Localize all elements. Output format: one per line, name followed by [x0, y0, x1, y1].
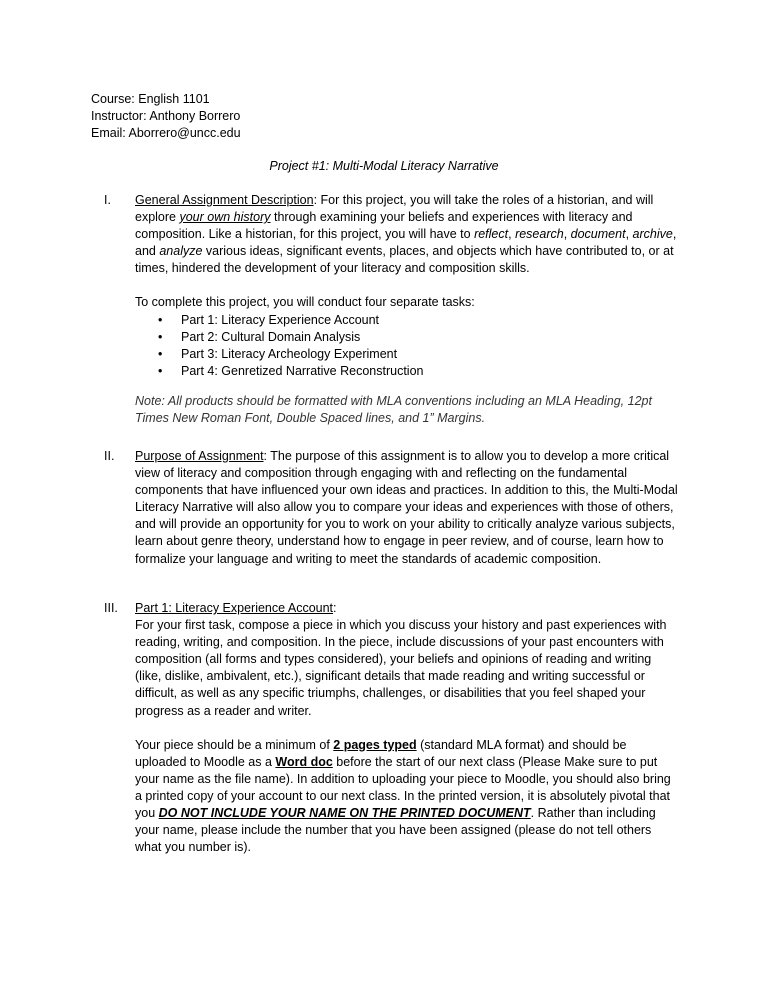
- bullet-icon: •: [158, 329, 163, 344]
- list-item: [135, 312, 680, 329]
- heading-colon: :: [333, 601, 337, 615]
- section-content: [135, 192, 680, 427]
- bullet-icon: •: [158, 346, 163, 361]
- general-description-paragraph: [135, 192, 680, 277]
- part1-heading-line: [135, 600, 680, 617]
- verb-document: document: [570, 227, 626, 242]
- separator: ,: [625, 227, 633, 242]
- separator: ,: [508, 227, 516, 242]
- text-run: For this project, you will take the roles of a historian, and will explore: [135, 193, 654, 225]
- verb-research: research: [515, 227, 564, 242]
- emphasis-page-count: 2 pages typed: [333, 737, 417, 752]
- bullet-icon: •: [158, 363, 163, 378]
- formatting-note: Note: All products should be formatted with MLA conventions including an MLA Heading, 12pt Times New Roman Font, Double Spaced lines, and 1” Margins.: [135, 393, 652, 426]
- section-heading: General Assignment Description: [135, 193, 314, 207]
- warning-no-name: DO NOT INCLUDE YOUR NAME ON THE PRINTED DOCUMENT: [158, 806, 531, 821]
- text-run: (standard MLA format) and should be uploaded to Moodle as a: [135, 737, 627, 769]
- text-run: before the start of our next class (Please Make sure to put your name as the file name). In addition to uploading your piece to Moodle, you should also bring a printed copy of your account to our next class. In the printed version, it is absolutely pivotal that you: [135, 754, 671, 821]
- section-heading: Purpose of Assignment: [135, 449, 264, 463]
- task-list: [135, 312, 680, 380]
- text-run: The purpose of this assignment is to allow you to develop a more critical view of literacy and composition through engaging with and reflecting on the fundamental components that have influenced your own ideas and practices. In addition to this, the Multi-Modal Literacy Narrative will also allow you to compare your ideas and experiences with those of others, and will provide an opportunity for you to work on your ability to critically analyze various subjects, learn about genre theory, understand how to engage in peer review, and of course, learn how to formalize your language and writing to meet the standards of academic composition.: [135, 449, 678, 566]
- instructor-line: Instructor: Anthony Borrero: [91, 109, 241, 124]
- text-run: various ideas, significant events, places, and objects which have contributed to, or at times, hindered the development of your literacy and composition skills.: [135, 244, 674, 276]
- tasks-intro: To complete this project, you will conduct four separate tasks:: [135, 295, 475, 310]
- purpose-paragraph: [135, 448, 680, 568]
- project-title: Project #1: Multi-Modal Literacy Narrative: [269, 159, 499, 173]
- separator: ,: [563, 227, 571, 242]
- heading-colon: :: [313, 193, 318, 207]
- task-label: Part 3: Literacy Archeology Experiment: [181, 346, 398, 361]
- section-content: [135, 600, 680, 856]
- list-item: [135, 329, 680, 346]
- bullet-icon: •: [158, 312, 163, 327]
- verb-archive: archive: [632, 227, 673, 242]
- emphasis-word-doc: Word doc: [275, 754, 333, 769]
- separator: , and: [135, 227, 677, 259]
- part1-requirements-paragraph: [135, 737, 680, 857]
- text-run: Your piece should be a minimum of: [135, 737, 334, 752]
- course-line: Course: English 1101: [91, 92, 210, 106]
- section-numeral: II.: [104, 449, 115, 463]
- text-run: through examining your beliefs and experiences with literacy and composition. Like a historian, for this project, you will have to: [135, 210, 633, 242]
- verb-reflect: reflect: [474, 227, 509, 242]
- heading-colon: :: [263, 449, 268, 463]
- task-label: Part 4: Genretized Narrative Reconstruction: [181, 363, 424, 378]
- email-line: Email: Aborrero@uncc.edu: [91, 126, 241, 141]
- section-content: [135, 448, 680, 568]
- part1-paragraph: For your first task, compose a piece in which you discuss your history and past experiences with reading, writing, and composition. In the piece, include discussions of your past encounters with composition (all forms and types considered), your beliefs and opinions of reading and writing (like, dislike, ambivalent, etc.), significant details that made reading and writing successful or difficult, as well as any specific triumphs, challenges, or disabilities that you feel shaped your progress as a reader and writer.: [135, 618, 667, 718]
- task-label: Part 1: Literacy Experience Account: [181, 312, 380, 327]
- list-item: [135, 346, 680, 363]
- section-numeral: I.: [104, 193, 111, 207]
- text-run: . Rather than including your name, please include the number that you have been assigned (please do not tell others what you number is).: [135, 806, 656, 855]
- emphasis-own-history: your own history: [179, 210, 271, 225]
- section-numeral: III.: [104, 601, 118, 615]
- list-item: [135, 363, 680, 380]
- section-heading: Part 1: Literacy Experience Account: [135, 601, 334, 615]
- verb-analyze: analyze: [159, 244, 203, 259]
- task-label: Part 2: Cultural Domain Analysis: [181, 329, 361, 344]
- course-header: [91, 91, 241, 142]
